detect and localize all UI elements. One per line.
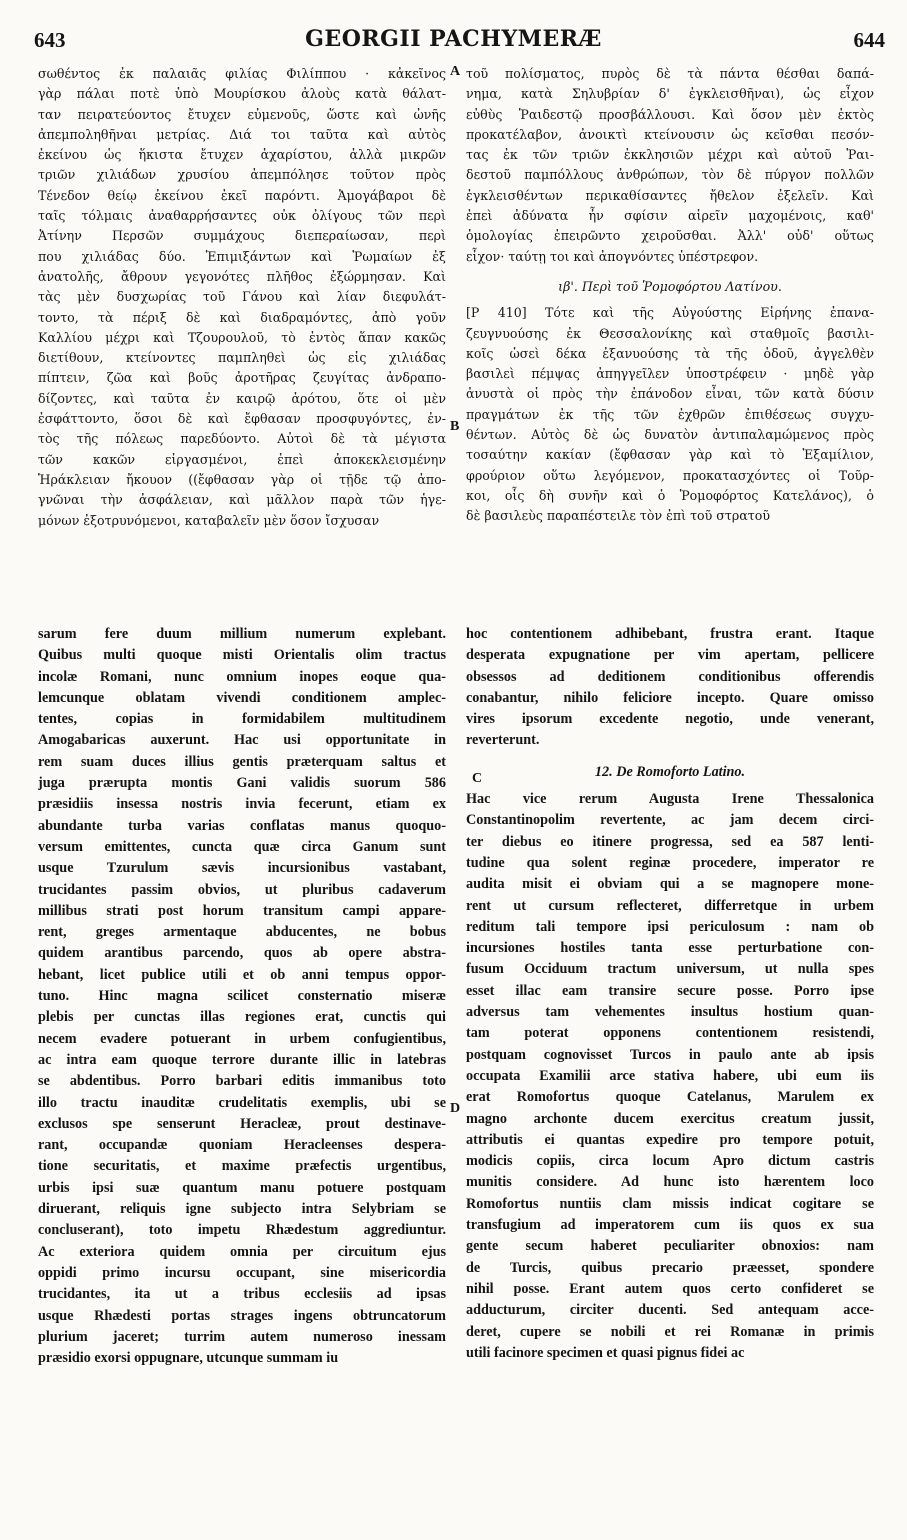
latin-left-line: ac intra eam quoque terrore durante illic in latebras (38, 1051, 446, 1068)
latin-right2-line: occupata Examilii arce stativa habere, ubi eum iis (466, 1067, 874, 1084)
margin-marker-b: B (450, 419, 460, 434)
latin-right2-line: transfugium ad imperatorem cum iis quos ex sua (466, 1217, 874, 1234)
latin-column-left (38, 624, 446, 1524)
latin-right2-line: incursiones hostiles tanta esse perturbatione con- (466, 940, 874, 957)
greek-right2-line: κοι, οἷς δὴ συνῆν καὶ ὁ Ῥομοφόρτος Κατελάνος), ὁ (466, 487, 874, 503)
page-number-left: 643 (34, 28, 66, 52)
greek-right-line: εἶχον· ταύτῃ τοι καὶ ἀπογνόντες ὑπέστρεφον. (466, 248, 759, 264)
latin-right2-line: tam poterat opponens contentionem resistendi, (466, 1025, 874, 1042)
latin-left-line: necem evadere potuerant in urbem confugientibus, (38, 1030, 446, 1047)
running-head: GEORGII PACHYMERÆ (305, 26, 602, 52)
latin-right-line: vires ipsorum excedente negotio, unde venerant, (466, 711, 874, 728)
latin-right2-line: adducturum, circiter ducenti. Sed antequam acce- (466, 1302, 874, 1319)
latin-right2-line: Constantinopolim revertente, ac jam decem circi- (466, 812, 874, 829)
latin-right-line: desperata expugnatione per vim apertam, pellicere (466, 647, 874, 664)
latin-right2-line: audita misit ei obviam qui a se magnopere mone- (466, 876, 874, 893)
greek-right-line: εὐθὺς Ῥαιδεστῷ προσβάλλουσι. Καὶ ὅσον μὲν ἐκτὸς (466, 106, 874, 122)
greek-left-line: ἐσφάττοντο, ὅσοι δὲ καὶ ἔφθασαν προσφυγόντες, ἐν- (38, 411, 446, 427)
latin-left-line: oppidi primo incursu occupant, sine misericordia (38, 1264, 446, 1281)
latin-left-line: concluserant), toto impetu Rhædestum aggrediuntur. (38, 1222, 446, 1239)
greek-left-line: ἐκείνου ὡς ἥκιστα ἔτυχεν ἀχαρίστου, ἀλλὰ μικρῶν (38, 147, 446, 163)
latin-right2-line: ter diebus eo itinere progressa, sed ea 587 lenti- (466, 833, 874, 850)
greek-left-line: Ἀτίνην Περσῶν συμμάχους διεπεραίωσαν, περὶ (38, 228, 446, 244)
latin-left-line: exclusos spe senserunt Heracleæ, prout destinave- (38, 1115, 446, 1132)
greek-right2-line: κοῖς ὡσεὶ δέκα ἐξανυούσης τὰ τῆς ὁδοῦ, ἀγγελθὲν (466, 345, 874, 361)
latin-left-line: se abdentibus. Porro barbari editis immanibus toto (38, 1073, 446, 1090)
greek-right2-line: τοσαύτην κακίαν (ἔφθασαν γὰρ καὶ τὸ Ἐξαμίλιον, (466, 447, 874, 463)
latin-right2-line: adversus tam vehementes insultus hostium quan- (466, 1004, 874, 1021)
latin-right-line: hoc contentionem adhibebant, frustra erant. Itaque (466, 626, 874, 642)
greek-left-line: ἀπεμποληθῆναι μετρίας. Διά τοι ταῦτα καὶ αὐτὸς (38, 126, 446, 142)
latin-left-line: tentes, copias in formidabilem multitudinem (38, 711, 446, 728)
greek-column-right (466, 64, 874, 624)
latin-right2-line: gente secum haberet peculiariter obnoxios: nam (466, 1238, 874, 1255)
greek-left-line: ταῖς τόλμαις ἀναθαρρήσαντες οὐκ ὀλίγους τῶν περὶ (38, 208, 446, 224)
greek-right2-line: πραγμάτων ἐκ τῆς τῶν ἐχθρῶν ἐπιθέσεως συγχυ- (466, 406, 874, 422)
greek-left-line: πίπτειν, ζῶα καὶ βοῦς ἀροτῆρας ζευγίτας ἀνδραπο- (38, 370, 446, 386)
latin-left-line: rent, greges armentaque abducentes, ne bobus (38, 924, 446, 941)
latin-left-line: usque Tzurulum sævis incursionibus vastabant, (38, 860, 446, 877)
greek-right-line: προκατέλαβον, ἀνοικτὶ κτείνουσιν ὡς κεῖσθαι πεσόν- (466, 126, 874, 142)
latin-right2-line: reditum tali tempore ipsi periculosum : nam ob (466, 918, 874, 935)
greek-left-line: Ἡράκλειαν ἤκουον ((ἔφθασαν γὰρ οἱ τῇδε τῷ ἀπο- (38, 471, 446, 487)
latin-left-line: præsidio exorsi oppugnare, utcunque summam iu (38, 1350, 339, 1367)
latin-left-line: urbis ipsi suæ quantum manu potuere postquam (38, 1179, 446, 1196)
greek-right2-line: φρούριον οὕτω λεγόμενον, προκατασχόντες οἱ Τοῦρ- (466, 467, 874, 483)
latin-left-line: Amogabaricas auxerunt. Hac usi opportunitate in (38, 732, 446, 749)
latin-left-line: plurium jaceret; turrim autem numeroso inessam (38, 1328, 446, 1345)
latin-left-line: diruerant, reliquis igne subjecto intra Selybriam se (38, 1201, 446, 1218)
greek-right2-line: δὲ βασιλεὺς παραπέστειλε τὸν ἐπὶ τοῦ στρατοῦ (466, 508, 770, 524)
greek-right2-line: θέντων. Αὐτὸς δὲ ὡς δυνατὸν ἀντιπαλαμώμενος πρὸς (466, 427, 874, 443)
greek-right-line: δεστοῦ παμπόλλους ἀνθρώπων, τὸν δὲ πύργον πολλῶν (466, 167, 874, 183)
latin-left-line: Ac exteriora quidem omnia per circuitum ejus (38, 1243, 446, 1260)
latin-section-heading: 12. De Romoforto Latino. (594, 763, 746, 780)
latin-right2-line: erat Romofortus quoque Catelanus, Marulem ex (466, 1089, 874, 1106)
latin-right2-line: Romofortus nuntiis clam missis indicat cogitare se (466, 1195, 874, 1212)
greek-right-line: τοῦ πολίσματος, πυρὸς δὲ τὰ πάντα θέσθαι δαπά- (466, 66, 874, 81)
latin-left-line: abundante turba varias conflatas manus quoquo- (38, 817, 446, 834)
greek-right2-line: ζευγνυούσης ἐκ Θεσσαλονίκης καὶ σταθμοῖς βασιλι- (466, 325, 874, 341)
latin-right-line: reverterunt. (466, 732, 540, 749)
latin-right2-line: attributis ei quantas expedire pro tempore potuit, (466, 1131, 874, 1148)
latin-left-line: præsidiis insessa nostris invia fecerunt, etiam ex (38, 796, 446, 813)
greek-right-line: τας ἐκ τῶν τριῶν ἐκκλησιῶν μέχρι καὶ αὐτοῦ Ῥαι- (466, 147, 874, 163)
latin-left-line: rant, occupandæ quoniam Heracleenses despera- (38, 1137, 446, 1154)
greek-left-line: γὰρ πάλαι ποτὲ ὑπὸ Μουρίσκου ἀλοὺς κατὰ θάλατ- (38, 86, 446, 102)
greek-left-line: σωθέντος ἐκ παλαιᾶς φιλίας Φιλίππου · κἀκεῖνος (38, 66, 446, 81)
greek-section-heading: ιβ'. Περὶ τοῦ Ῥομοφόρτου Λατίνου. (558, 278, 782, 294)
latin-right2-line: fusum Occiduum tractum universum, ut nulla spes (466, 961, 874, 978)
latin-left-line: versum emittentes, cuncta quæ circa Ganum sunt (38, 838, 446, 855)
greek-left-line: Καλλίου μέχρι καὶ Τζουρουλοῦ, τὸ ἐντὸς ἅπαν κακῶς (38, 329, 446, 345)
latin-left-line: trucidantes passim obvios, ut pluribus cadaverum (38, 881, 446, 898)
latin-right-line: obsessos ad deditionem conditionibus offerendis (466, 668, 874, 685)
greek-left-line: διετίθουν, κτείνοντες παμπληθεὶ ὡς εἰς χιλιάδας (38, 350, 446, 366)
greek-column-left (38, 64, 446, 534)
latin-left-line: incolæ Romani, nunc omnium inopes eoque qua- (38, 668, 446, 685)
greek-right-line: ὁμολογίας ἐπειρῶντο χειροῦσθαι. Ἀλλ' οὐδ' οὕτως (466, 228, 874, 244)
greek-left-line: τὸς τῆς πόλεως παρεδύοντο. Αὐτοὶ δὲ τὰ μέγιστα (38, 431, 446, 447)
latin-right2-line: tudine qua solent reginæ procedere, imperator re (466, 854, 874, 871)
latin-right2-line: de Turcis, quibus precario præesset, spondere (466, 1259, 874, 1276)
latin-right2-line: esset illac eam transire secure posse. Porro ipse (466, 982, 874, 999)
latin-left-line: Quibus multi quoque misti Orientalis olim tractus (38, 647, 446, 664)
greek-right-line: ἐπεὶ ἀδύνατα ἦν σφίσιν αἱρεῖν μαχομένοις, καθ' (466, 208, 874, 224)
latin-right2-line: rent ut cursum reflecteret, differretque in urbem (466, 897, 874, 914)
latin-left-line: hebant, licet publice utili et ob anni tempus oppor- (38, 966, 446, 983)
greek-left-line: τοντο, τὰ πέριξ δὲ καὶ διαδραμόντες, ἀπὸ γοῦν (38, 309, 446, 325)
latin-right-line: conabantur, nihilo feliciore incepto. Quare omisso (466, 689, 874, 706)
margin-marker-a: A (450, 64, 461, 79)
latin-left-line: lemcunque oblatam vivendi conditionem amplec- (38, 689, 446, 706)
margin-marker-c: C (472, 771, 483, 786)
greek-right-line: ἐγκλεισθέντων περικαθίσαντες ἤθελον ἐξελεῖν. Καὶ (466, 187, 874, 203)
latin-right2-line: nihil posse. Erant autem quos certo confideret se (466, 1280, 874, 1297)
latin-right2-line: postquam cognovisset Turcos in paulo ante ab ipsis (466, 1046, 874, 1063)
latin-right2-line: magno archonte ducem exercitus creatum jussit, (466, 1110, 874, 1127)
latin-left-line: usque Rhædesti portas strages ingens obtruncatorum (38, 1307, 446, 1324)
latin-right2-line: utili facinore specimen et quasi pignus fidei ac (466, 1344, 745, 1361)
greek-left-line: ἀνατολῆς, ἄθρουν γεγονότες πλῆθος ἐξώρμησαν. Καὶ (38, 268, 446, 284)
greek-left-line: δίζοντες, καὶ ταῦτα ἐν καιρῷ ἀρότου, ὅτε οἱ μὲν (38, 390, 446, 406)
greek-right2-line: [P 410] Τότε καὶ τῆς Αὐγούστης Εἰρήνης ἐπανα- (466, 305, 874, 321)
greek-left-line: τριῶν χιλιάδων χρυσίου ἀπεμπόλησε τοῦτον πρὸς (38, 167, 446, 183)
latin-right2-line: deret, cupere se nobili et rei Romanæ in primis (466, 1323, 874, 1340)
greek-left-line: Τένεδον θείῳ ἐκείνου ἐκεῖ παρόντι. Ἀμογάβαροι δὲ (38, 187, 446, 203)
latin-right2-line: munitis considere. Ad hunc isto hærentem loco (466, 1174, 874, 1191)
greek-right2-line: βασιλεὶ πέμψας ἀπηγγεῖλεν ὑποστρέφειν · μηδὲ γὰρ (466, 366, 874, 382)
greek-left-line: τὰς μὲν δυσχωρίας τοῦ Γάνου καὶ λίαν διεφυλάτ- (38, 289, 446, 305)
latin-left-line: trucidantes, ita ut a tribus ecclesiis ad ipsas (38, 1286, 446, 1303)
latin-right2-line: Hac vice rerum Augusta Irene Thessalonica (466, 791, 874, 808)
latin-left-line: plebis per cunctas illas regiones erat, cunctis qui (38, 1009, 446, 1026)
latin-left-line: sarum fere duum millium numerum explebant. (38, 626, 446, 642)
latin-left-line: millibus strati post horum transitum campi appare- (38, 902, 446, 919)
greek-left-line: ταν πειρατεύοντος ἔτυχεν εὐμενοῦς, ὥστε καὶ ὠνῆς (38, 106, 446, 122)
greek-right-line: νημα, κατὰ Σηλυβρίαν δ' ἐγκλεισθῆναι), ὡς εἶχον (466, 86, 874, 102)
latin-right2-line: modicis copiis, circa locum Apro dictum castris (466, 1153, 874, 1170)
greek-right2-line: ἀνυστὰ οἱ πρὸς τὴν ἐπάνοδον εἶναι, τῶν κατὰ δύσιν (466, 386, 874, 402)
greek-left-line: μόνων ἐξοτρυνόμενοι, καταβαλεῖν μὲν ὅσον ἴσχυσαν (38, 512, 380, 528)
greek-left-line: γνῶναι τὴν ἀσφάλειαν, καὶ μᾶλλον παρὰ τῶν ἡγε- (38, 492, 446, 508)
latin-left-line: rem suam duces illius gentis præterquam saltus et (38, 753, 446, 770)
margin-marker-d: D (450, 1101, 461, 1116)
latin-left-line: illo tractu inauditæ crudelitatis exemplis, ubi se (38, 1094, 446, 1111)
latin-column-right (466, 624, 874, 1524)
latin-left-line: tione securitatis, et maxime præfectis urgentibus, (38, 1158, 446, 1175)
latin-left-line: juga prærupta montis Gani validis suorum 586 (38, 775, 446, 792)
greek-left-line: τῶν κακῶν εἰργασμένοι, ἐπεὶ ἀποκεκλεισμένην (38, 451, 446, 467)
page-number-right: 644 (853, 28, 885, 52)
latin-left-line: tuno. Hinc magna scilicet consternatio miseræ (38, 988, 446, 1005)
latin-left-line: quidem arantibus parcendo, quos ab opere abstra- (38, 945, 446, 962)
greek-left-line: που χιλιάδας δύο. Ἐπιμιξάντων καὶ Ῥωμαίων ἐξ (38, 248, 446, 264)
